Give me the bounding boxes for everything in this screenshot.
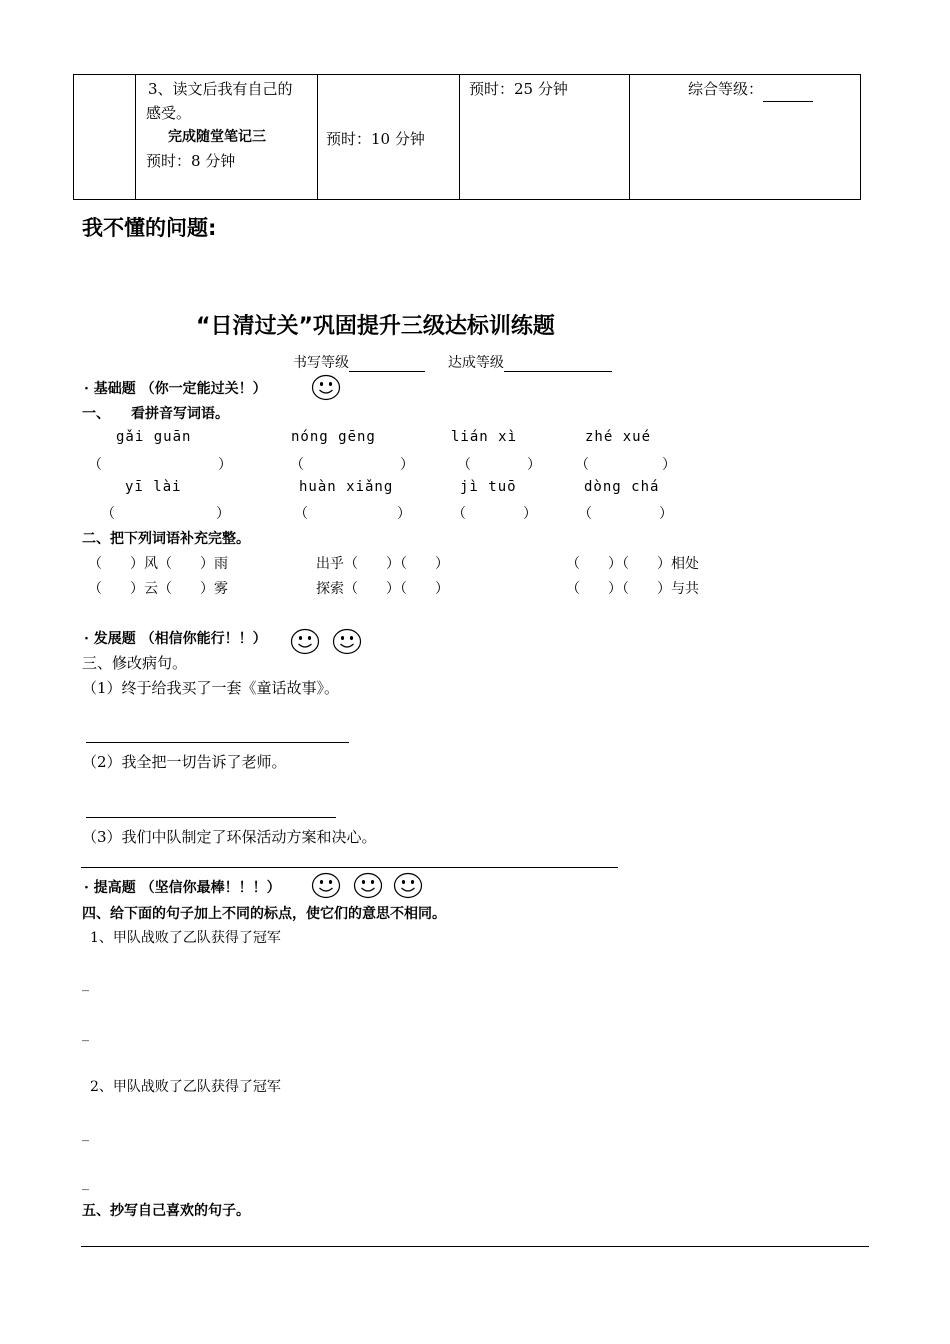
sentence-1: （1）终于给我买了一套《童话故事》。	[82, 679, 340, 697]
section-3-title: 三、修改病句。	[82, 654, 188, 672]
pinyin-item: nóng gēng	[291, 429, 376, 445]
answer-line	[86, 817, 336, 818]
grade-blank	[763, 77, 813, 102]
task-line: 预时：8 分钟	[146, 152, 236, 170]
fill-item: （ ）风（ ）雨	[88, 556, 228, 572]
answer-close-paren: ）	[218, 457, 232, 473]
lesson-table	[73, 74, 861, 200]
answer-open-paren: （	[452, 506, 466, 522]
answer-close-paren: ）	[527, 457, 541, 473]
answer-open-paren: （	[88, 457, 102, 473]
task-line: 3、读文后我有自己的	[148, 80, 293, 98]
answer-line	[86, 742, 349, 743]
table-divider	[135, 75, 136, 199]
answer-open-paren: （	[457, 457, 471, 473]
table-cell-task	[146, 77, 293, 173]
table-cell-time-25: 预时：25 分钟	[469, 80, 568, 98]
fill-item: 出乎（ ）（ ）	[316, 556, 449, 572]
advance-section-title: · 提高题 （坚信你最棒！！！）	[84, 880, 281, 896]
answer-line	[81, 867, 618, 868]
exercise-title: “日清过关”巩固提升三级达标训练题	[196, 314, 555, 339]
smiley-icon	[311, 872, 341, 899]
writing-grade-label: 书写等级	[293, 355, 349, 371]
fill-item: （ ）（ ）与共	[566, 581, 699, 597]
answer-close-paren: ）	[397, 506, 411, 522]
task-line: 完成随堂笔记三	[168, 129, 266, 145]
answer-close-paren: ）	[400, 457, 414, 473]
pinyin-item: yī lài	[125, 479, 182, 495]
smiley-icon	[311, 374, 341, 401]
grade-label: 综合等级：	[688, 80, 764, 98]
answer-dash: _	[82, 976, 89, 992]
answer-close-paren: ）	[659, 506, 673, 522]
section-1-title: 一、 看拼音写词语。	[82, 406, 229, 422]
pinyin-item: gǎi guān	[116, 429, 192, 445]
smiley-icon	[393, 872, 423, 899]
fill-item: （ ）云（ ）雾	[88, 581, 228, 597]
answer-close-paren: ）	[662, 457, 676, 473]
section-2-title: 二、把下列词语补充完整。	[82, 531, 250, 547]
questions-heading: 我不懂的问题:	[82, 216, 217, 240]
punctuation-sentence-2: 2、甲队战败了乙队获得了冠军	[90, 1079, 281, 1095]
table-divider	[317, 75, 318, 199]
fill-item: 探索（ ）（ ）	[316, 581, 449, 597]
answer-open-paren: （	[294, 506, 308, 522]
answer-dash: _	[82, 1175, 89, 1191]
basic-section-title: · 基础题 （你一定能过关！）	[84, 381, 267, 397]
develop-section-title: · 发展题 （相信你能行！！）	[84, 631, 267, 647]
answer-line	[81, 1246, 869, 1247]
pinyin-item: huàn xiǎng	[299, 479, 394, 495]
smiley-icon	[332, 628, 362, 655]
pinyin-item: lián xì	[451, 429, 518, 445]
achieve-grade-blank	[504, 355, 612, 372]
answer-close-paren: ）	[216, 506, 230, 522]
answer-open-paren: （	[101, 506, 115, 522]
section-4-title: 四、给下面的句子加上不同的标点，使它们的意思不相同。	[82, 906, 446, 922]
answer-open-paren: （	[290, 457, 304, 473]
table-cell-time-10: 预时：10 分钟	[326, 130, 425, 148]
answer-dash: _	[82, 1026, 89, 1042]
smiley-icon	[353, 872, 383, 899]
pinyin-item: jì tuō	[460, 479, 517, 495]
table-divider	[459, 75, 460, 199]
sentence-2: （2）我全把一切告诉了老师。	[82, 753, 287, 771]
grade-line	[293, 352, 612, 372]
table-cell-grade	[688, 77, 813, 102]
task-line: 感受。	[146, 104, 192, 122]
answer-dash: _	[82, 1126, 89, 1142]
pinyin-item: dòng chá	[584, 479, 660, 495]
answer-open-paren: （	[575, 457, 589, 473]
achieve-grade-label: 达成等级	[447, 355, 504, 371]
pinyin-item: zhé xué	[585, 429, 652, 445]
section-5-title: 五、抄写自己喜欢的句子。	[82, 1203, 250, 1219]
answer-open-paren: （	[578, 506, 592, 522]
table-divider	[629, 75, 630, 199]
fill-item: （ ）（ ）相处	[566, 556, 699, 572]
punctuation-sentence-1: 1、甲队战败了乙队获得了冠军	[90, 930, 281, 946]
answer-close-paren: ）	[523, 506, 537, 522]
smiley-icon	[290, 628, 320, 655]
writing-grade-blank	[349, 355, 425, 372]
sentence-3: （3）我们中队制定了环保活动方案和决心。	[82, 828, 377, 846]
